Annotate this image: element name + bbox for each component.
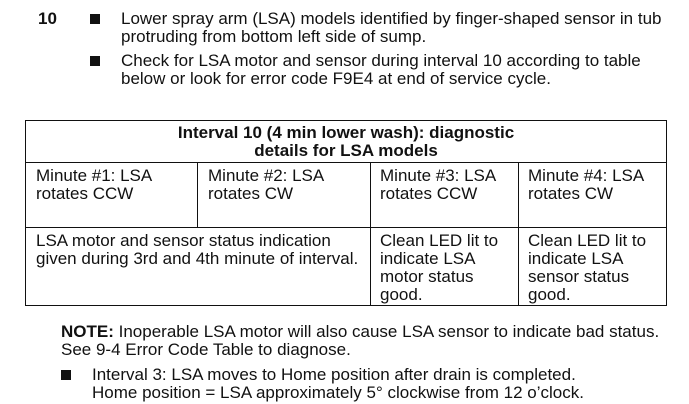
header-minute-3: Minute #3: LSA rotates CCW: [380, 166, 496, 203]
table-divider: [518, 162, 519, 305]
note: [61, 323, 671, 359]
note-label: NOTE:: [61, 322, 114, 341]
diagnostic-table: [25, 120, 667, 306]
bullet-text: [92, 366, 662, 402]
table-divider: [26, 227, 666, 228]
square-bullet-icon: [61, 370, 71, 380]
table-caption: [26, 124, 666, 160]
table-divider: [26, 162, 666, 163]
bullet-text: Check for LSA motor and sensor during interval 10 according to table below or look for error code F9E4 at end of service cycle.: [121, 51, 641, 88]
square-bullet-icon: [90, 56, 100, 66]
minute4-status: Clean LED lit to indicate LSA sensor status good.: [528, 231, 647, 304]
interval3-line2: Home position = LSA approximately 5° clockwise from 12 o’clock.: [92, 383, 584, 402]
table-caption-line1: Interval 10 (4 min lower wash): diagnostic: [177, 123, 515, 142]
header-minute-1: Minute #1: LSA rotates CCW: [36, 166, 152, 203]
table-divider: [197, 162, 198, 227]
square-bullet-icon: [90, 14, 100, 24]
note-text: Inoperable LSA motor will also cause LSA sensor to indicate bad status. See 9-4 Error Code Table to diagnose.: [61, 322, 660, 359]
table-divider: [370, 162, 371, 305]
step-number: 10: [38, 9, 57, 28]
minute3-status: Clean LED lit to indicate LSA motor status good.: [380, 231, 499, 304]
header-minute-2: Minute #2: LSA rotates CW: [208, 166, 324, 203]
bullet-text: Lower spray arm (LSA) models identified by finger-shaped sensor in tub protruding from bottom left side of sump.: [121, 9, 662, 46]
status-indication-text: LSA motor and sensor status indication given during 3rd and 4th minute of interval.: [36, 231, 359, 268]
header-minute-4: Minute #4: LSA rotates CW: [528, 166, 644, 203]
table-caption-line2: details for LSA models: [254, 141, 438, 160]
interval3-line1: Interval 3: LSA moves to Home position after drain is completed.: [92, 365, 576, 384]
